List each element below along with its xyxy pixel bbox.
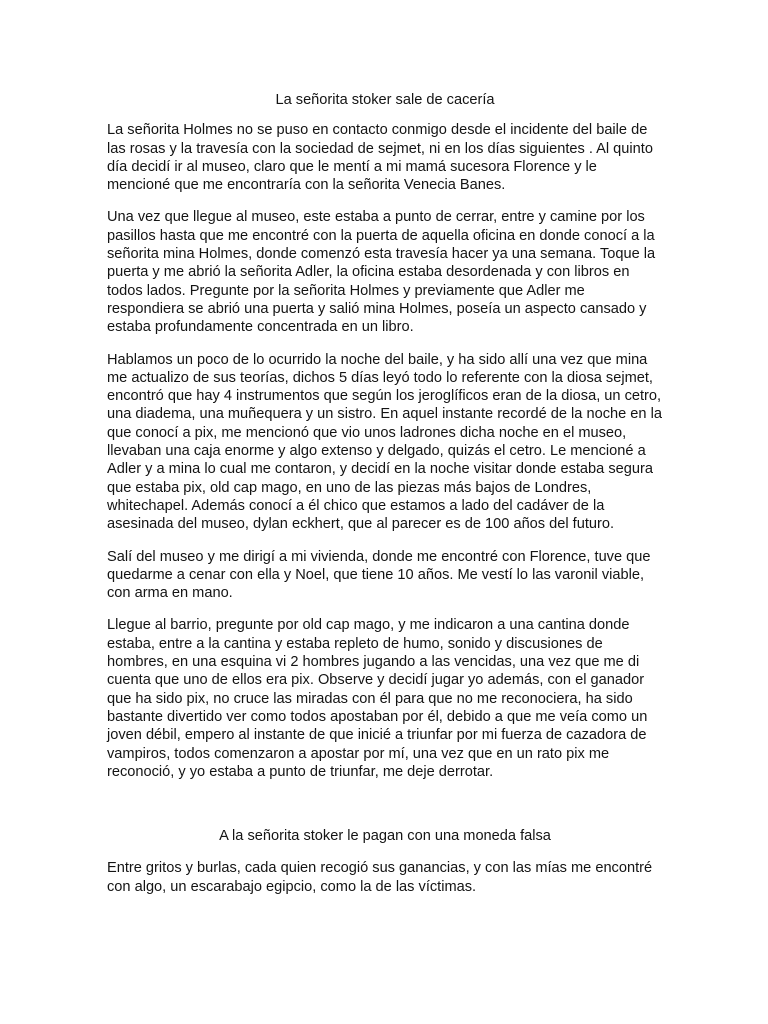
paragraph-2: Una vez que llegue al museo, este estaba a punto de cerrar, entre y camine por los pasillos hasta que me encontré con la puerta de aquella oficina en donde conocí a la señorita mina Holmes, donde comenzó esta travesía hacer ya una semana. Toque la puerta y me abrió la señorita Adler, la oficina estaba desordenada y con libros en todos lados. Pregunte por la señorita Holmes y previamente que Adler me respondiera se abrió una puerta y salió mina Holmes, poseía un aspecto cansado y estaba profundamente concentrada en un libro.: [107, 209, 656, 336]
closing-paragraph: Entre gritos y burlas, cada quien recogió sus ganancias, y con las mías me encontré con algo, un escarabajo egipcio, como la de las víctimas.: [107, 860, 653, 895]
section-subtitle: A la señorita stoker le pagan con una moneda falsa: [219, 828, 551, 845]
paragraph-5: Llegue al barrio, pregunte por old cap mago, y me indicaron a una cantina donde estaba, entre a la cantina y estaba repleto de humo, sonido y discusiones de hombres, en una esquina vi 2 hombres jugando a las vencidas, una vez que me di cuenta que uno de ellos era pix. Observe y decidí jugar yo además, con el ganador que ha sido pix, no cruce las miradas con él para que no me reconociera, ha sido bastante divertido ver como todos apostaban por él, debido a que me veía como un joven débil, empero al instante de que inicié a triunfar por mi fuerza de cazadora de vampiros, todos comenzaron a apostar por mí, una vez que en un rato pix me reconoció, y yo estaba a punto de triunfar, me deje derrotar.: [107, 617, 648, 780]
document-title: La señorita stoker sale de cacería: [275, 92, 495, 108]
paragraph-3: Hablamos un poco de lo ocurrido la noche del baile, y ha sido allí una vez que mina me actualizo de sus teorías, dichos 5 días leyó todo lo referente con la diosa sejmet, encontró que hay 4 instrumentos que según los jeroglíficos eran de la diosa, un cetro, una diadema, una muñequera y un sistro. En aquel instante recordé de la noche en la que conocí a pix, me mencionó que vio unos ladrones dicha noche en el museo, llevaban una caja enorme y algo extenso y delgado, quizás el cetro. Le mencioné a Adler y a mina lo cual me contaron, y decidí en la noche visitar donde estaba segura que estaba pix, old cap mago, en uno de las piezas más bajos de Londres, whitechapel. Además conocí a él chico que estamos a lado del cadáver de la asesinada del museo, dylan eckhert, que al parecer es de 100 años del futuro.: [107, 351, 662, 533]
paragraph-4: Salí del museo y me dirigí a mi vivienda, donde me encontré con Florence, tuve que quedarme a cenar con ella y Noel, que tiene 10 años. Me vestí lo las varonil viable, con arma en mano.: [107, 548, 651, 602]
section-spacer: [107, 795, 663, 827]
document-body: [107, 91, 663, 910]
paragraph-1: La señorita Holmes no se puso en contacto conmigo desde el incidente del baile de las rosas y la travesía con la sociedad de sejmet, ni en los días siguientes . Al quinto día decidí ir al museo, claro que le mentí a mi mamá sucesora Florence y le mencioné que me encontraría con la señorita Venecia Banes.: [107, 122, 653, 194]
